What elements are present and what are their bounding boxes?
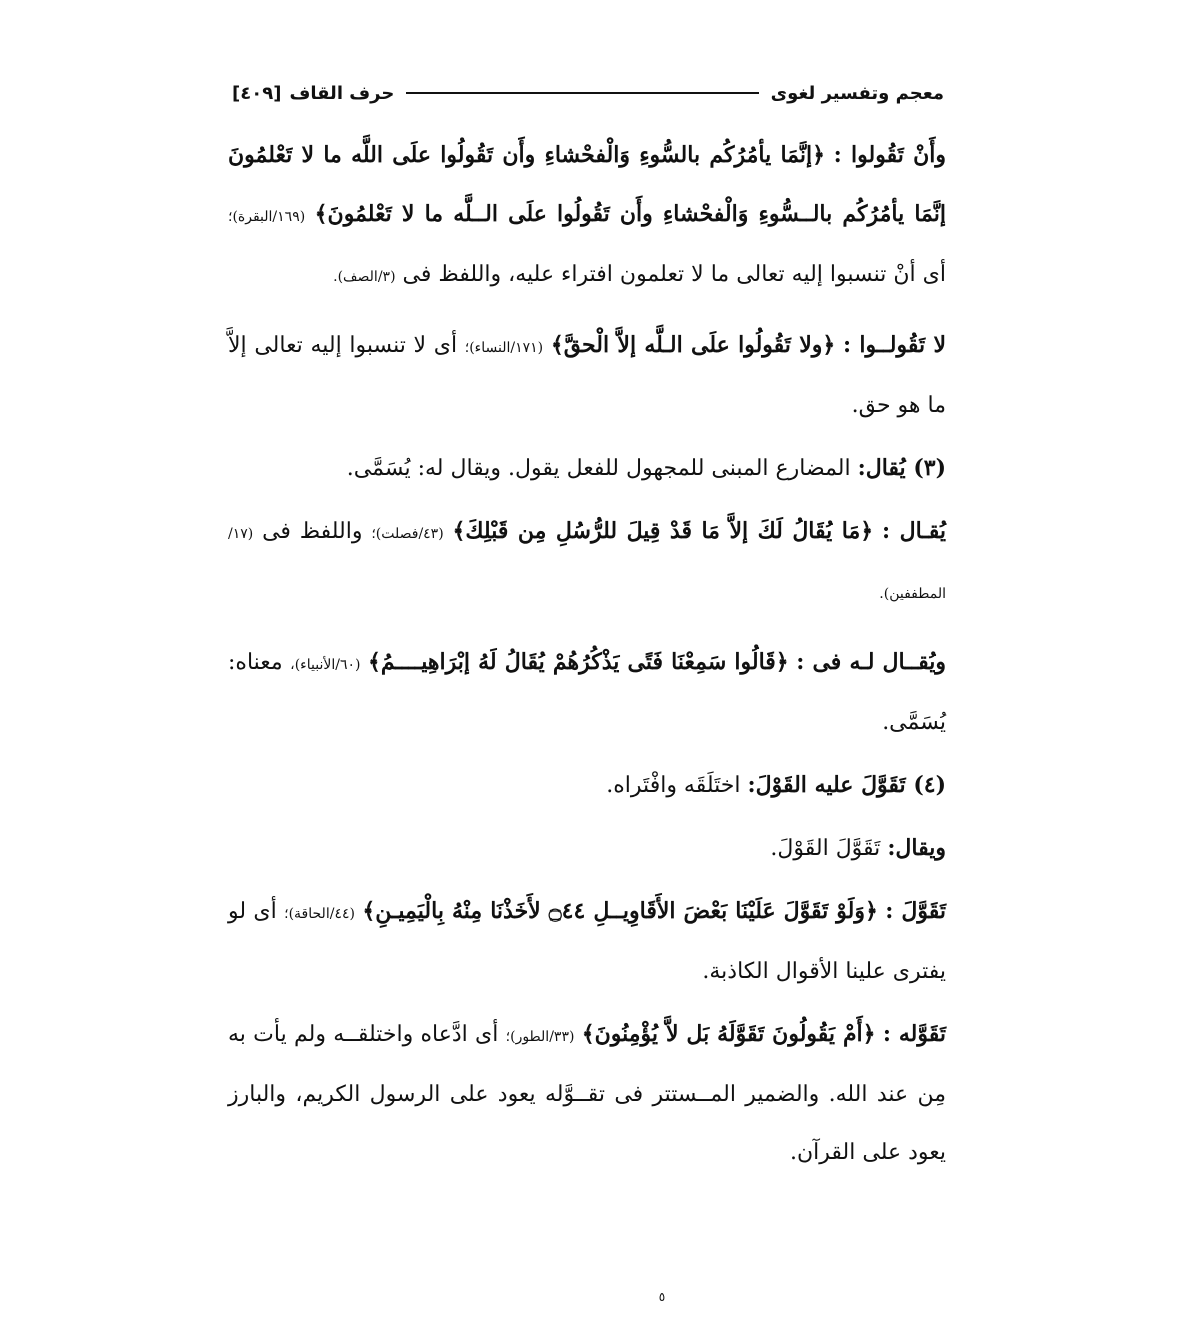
book-title: معجم وتفسير لغوى xyxy=(770,82,944,104)
verse-reference: (٣/الصف). xyxy=(333,269,396,285)
verse-reference: (١٧١/النساء)؛ xyxy=(464,340,544,356)
quran-quote: ﴿وَلَوْ تَقَوَّلَ عَلَيْنَا بَعْضَ الأَقَاوِيــلِ ۝٤٤ لأَخَذْنَا مِنْهُ بِالْيَمِيـنِ﴾ xyxy=(362,898,878,924)
page-header xyxy=(232,78,944,108)
page-body xyxy=(228,126,946,1186)
verse-reference: (١٧/المطففين). xyxy=(228,526,946,602)
page-number: [٤٠٩] xyxy=(232,82,282,104)
quran-quote: ﴿مَا يُقَالُ لَكَ إلاَّ مَا قَدْ قِيلَ للرُّسُلِ مِن قَبْلِكَ﴾ xyxy=(452,518,874,544)
entry-paragraph xyxy=(228,439,946,498)
entry-paragraph xyxy=(228,819,946,878)
entry-term: لا تَقُولــوا : xyxy=(842,332,946,358)
entry-paragraph xyxy=(228,1005,946,1182)
entry-paragraph xyxy=(228,882,946,1001)
entry-term: (٤) تَقَوَّلَ عليه القَوْلَ: xyxy=(747,772,946,798)
verse-reference: (٤٤/الحاقة)؛ xyxy=(284,906,355,922)
section-title: حرف القاف xyxy=(289,82,395,104)
verse-reference: (١٦٩/البقرة)؛ xyxy=(228,209,306,225)
entry-paragraph xyxy=(228,502,946,623)
quran-quote: ﴿إنَّمَا يأمُرُكُم بالسُّوءِ وَالْفحْشاءِ وأَن تَقُولُوا علَى اللَّه ما لا تَعْلمُونَ إنَّمَا يأمُرُكُم بالــسُّوءِ وَالْفحْشاءِ وأَن تَقُولُوا علَى الــلَّه ما لا تَعْلمُونَ﴾ xyxy=(228,142,947,227)
entry-paragraph xyxy=(228,756,946,815)
verse-reference: (٦٠/الأنبياء)، xyxy=(290,657,361,673)
entry-term: ويُقــال لـه فى : xyxy=(796,649,946,675)
entry-paragraph xyxy=(228,316,946,435)
entry-term: تَقَوَّلَ : xyxy=(885,898,946,924)
entry-term: ويقال: xyxy=(887,835,946,861)
entry-text: أى أنْ تنسبوا إليه تعالى ما لا تعلمون افتراء عليه، واللفظ فى xyxy=(402,262,946,287)
entry-text: واللفظ فى xyxy=(262,519,363,544)
entry-text: معناه: يُسَمَّى. xyxy=(228,650,946,735)
entry-text: أى لا تنسبوا إليه تعالى إلاَّ ما هو حق. xyxy=(228,333,946,418)
quran-quote: ﴿قَالُوا سَمِعْنَا فَتًى يَذْكُرُهُمْ يُقَالُ لَهُ إبْرَاهِيــــمُ﴾ xyxy=(367,649,789,675)
entry-term: (٣) يُقال: xyxy=(857,455,946,481)
entry-term: وأَنْ تَقُولوا : xyxy=(833,142,946,168)
entry-text: المضارع المبنى للمجهول للفعل يقول. ويقال له: يُسَمَّى. xyxy=(346,456,851,481)
entry-text: اختَلَقَه وافْتَراه. xyxy=(606,773,741,798)
quran-quote: ﴿أَمْ يَقُولُونَ تَقَوَّلَهُ بَل لاَّ يُؤْمِنُونَ﴾ xyxy=(581,1021,876,1047)
header-rule xyxy=(406,92,758,94)
entry-text: تَقَوَّلَ القَوْلَ. xyxy=(770,836,881,861)
footer-mark: ٥ xyxy=(658,1290,666,1304)
quran-quote: ﴿ولا تَقُولُوا علَى الـلَّه إلاَّ الْحقَّ﴾ xyxy=(550,332,836,358)
entry-text: أى ادَّعاه واختلقــه ولم يأت به مِن عند الله. والضمير المــستتر فى تقــوَّله يعود على الرسول الكريم، والبارز يعود على القرآن. xyxy=(228,1022,946,1165)
verse-reference: (٤٣/فصلت)؛ xyxy=(371,526,444,542)
entry-paragraph xyxy=(228,633,946,752)
verse-reference: (٣٣/الطور)؛ xyxy=(505,1029,575,1045)
entry-text: أى لو يفترى علينا الأقوال الكاذبة. xyxy=(228,899,946,984)
entry-term: يُقـال : xyxy=(881,518,946,544)
entry-term: تَقَوَّله : xyxy=(882,1021,946,1047)
entry-paragraph xyxy=(228,126,946,306)
